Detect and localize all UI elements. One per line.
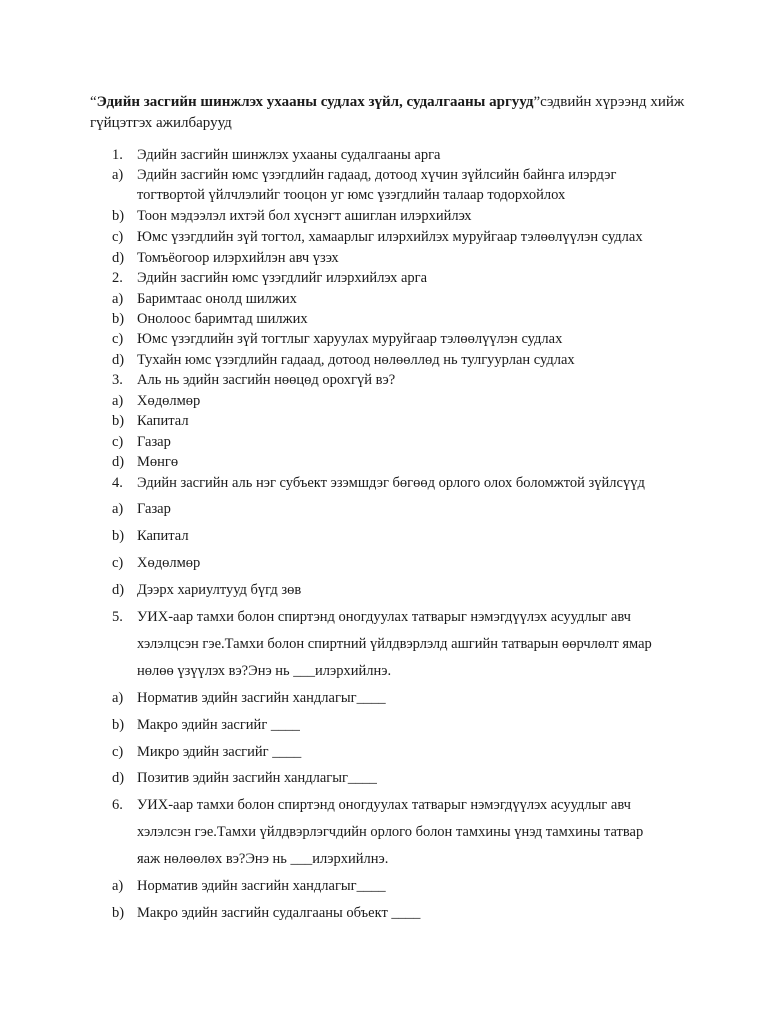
- question-text: Эдийн засгийн аль нэг субъект эзэмшдэг бөгөөд орлого олох боломжтой зүйлсүүд: [137, 475, 645, 491]
- answer-option-text: Микро эдийн засгийг ____: [137, 744, 302, 760]
- question-number: 1.: [112, 147, 123, 163]
- heading-title-bold: Эдийн засгийн шинжлэх ухааны судлах зүйл, судалгааны аргууд: [96, 94, 534, 110]
- answer-option-text: Томъёогоор илэрхийлэн авч үзэх: [137, 250, 339, 266]
- question-text: Аль нь эдийн засгийн нөөцөд орохгүй вэ?: [137, 372, 396, 388]
- answer-option-text: Норматив эдийн засгийн хандлагыг____: [137, 878, 386, 894]
- question-number: 3.: [112, 372, 123, 388]
- answer-option-text: Хөдөлмөр: [137, 555, 201, 571]
- answer-option-marker: c): [112, 744, 124, 760]
- answer-option-marker: d): [112, 250, 125, 266]
- answer-option-marker: d): [112, 352, 125, 368]
- answer-option-marker: b): [112, 208, 125, 224]
- answer-option-marker: a): [112, 690, 124, 706]
- answer-option-marker: b): [112, 311, 125, 327]
- heading-close-quote: ”: [533, 94, 541, 110]
- answer-option-text: Газар: [137, 434, 171, 450]
- answer-option-text: Юмс үзэгдлийн зүй тогтол, хамаарлыг илэрхийлэх муруйгаар тэлөөлүүлэн судлах: [137, 229, 643, 245]
- answer-option-marker: b): [112, 905, 125, 921]
- answer-option-marker: c): [112, 331, 124, 347]
- question-text: хэлэлсэн гэе.Тамхи үйлдвэрлэгчдийн орлого болон тамхины үнэд тамхины татвар: [137, 824, 644, 840]
- answer-option-marker: b): [112, 717, 125, 733]
- answer-option-text: Тоон мэдээлэл ихтэй бол хүснэгт ашиглан илэрхийлэх: [137, 208, 472, 224]
- heading-open-quote: “: [90, 94, 97, 110]
- answer-option-text: Онолоос баримтад шилжих: [137, 311, 308, 327]
- answer-option-marker: a): [112, 167, 124, 183]
- answer-option-text: Норматив эдийн засгийн хандлагыг____: [137, 690, 386, 706]
- answer-option-marker: c): [112, 555, 124, 571]
- question-number: 2.: [112, 270, 123, 286]
- answer-option-marker: b): [112, 528, 125, 544]
- answer-option-text: Хөдөлмөр: [137, 393, 201, 409]
- answer-option-marker: c): [112, 434, 124, 450]
- answer-option-text: Капитал: [137, 528, 189, 544]
- answer-option-text: Позитив эдийн засгийн хандлагыг____: [137, 770, 377, 786]
- answer-option-text: Капитал: [137, 413, 189, 429]
- question-text: нөлөө үзүүлэх вэ?Энэ нь ___илэрхийлнэ.: [137, 663, 392, 679]
- answer-option-marker: a): [112, 878, 124, 894]
- answer-option-text: Макро эдийн засгийн судалгааны объект ____: [137, 905, 421, 921]
- answer-option-text: Эдийн засгийн юмс үзэгдлийн гадаад, дотоод хүчин зүйлсийн байнга илэрдэг: [137, 167, 617, 183]
- question-text: Эдийн засгийн шинжлэх ухааны судалгааны арга: [137, 147, 441, 163]
- answer-option-text: Тухайн юмс үзэгдлийн гадаад, дотоод нөлөөллөд нь тулгуурлан судлах: [137, 352, 575, 368]
- answer-option-text: Баримтаас онолд шилжих: [137, 291, 297, 307]
- answer-option-marker: a): [112, 393, 124, 409]
- answer-option-text: тогтвортой үйлчлэлийг тооцон уг юмс үзэгдлийн талаар тодорхойлох: [137, 187, 566, 203]
- answer-option-marker: a): [112, 501, 124, 517]
- question-number: 5.: [112, 609, 123, 625]
- answer-option-text: Макро эдийн засгийг ____: [137, 717, 300, 733]
- answer-option-marker: c): [112, 229, 124, 245]
- heading-title-rest: сэдвийн хүрээнд хийж гүйцэтгэх ажилбарууд: [90, 94, 685, 131]
- answer-option-text: Юмс үзэгдлийн зүй тогтлыг харуулах муруйгаар тэлөөлүүлэн судлах: [137, 331, 563, 347]
- answer-option-marker: d): [112, 582, 125, 598]
- answer-option-text: Дээрх хариултууд бүгд зөв: [137, 582, 302, 598]
- answer-option-text: Газар: [137, 501, 171, 517]
- question-text: УИХ-аар тамхи болон спиртэнд оногдуулах татварыг нэмэгдүүлэх асуудлыг авч: [137, 797, 631, 813]
- answer-option-marker: a): [112, 291, 124, 307]
- question-text: УИХ-аар тамхи болон спиртэнд оногдуулах татварыг нэмэгдүүлэх асуудлыг авч: [137, 609, 631, 625]
- question-number: 6.: [112, 797, 123, 813]
- answer-option-marker: d): [112, 454, 125, 470]
- answer-option-text: Мөнгө: [137, 454, 179, 470]
- answer-option-marker: b): [112, 413, 125, 429]
- question-number: 4.: [112, 475, 123, 491]
- question-text: Эдийн засгийн юмс үзэгдлийг илэрхийлэх арга: [137, 270, 428, 286]
- question-text: хэлэлцсэн гэе.Тамхи болон спиртний үйлдвэрлэлд ашгийн татварын өөрчлөлт ямар: [137, 636, 652, 652]
- answer-option-marker: d): [112, 770, 125, 786]
- question-text: яаж нөлөөлөх вэ?Энэ нь ___илэрхийлнэ.: [137, 851, 389, 867]
